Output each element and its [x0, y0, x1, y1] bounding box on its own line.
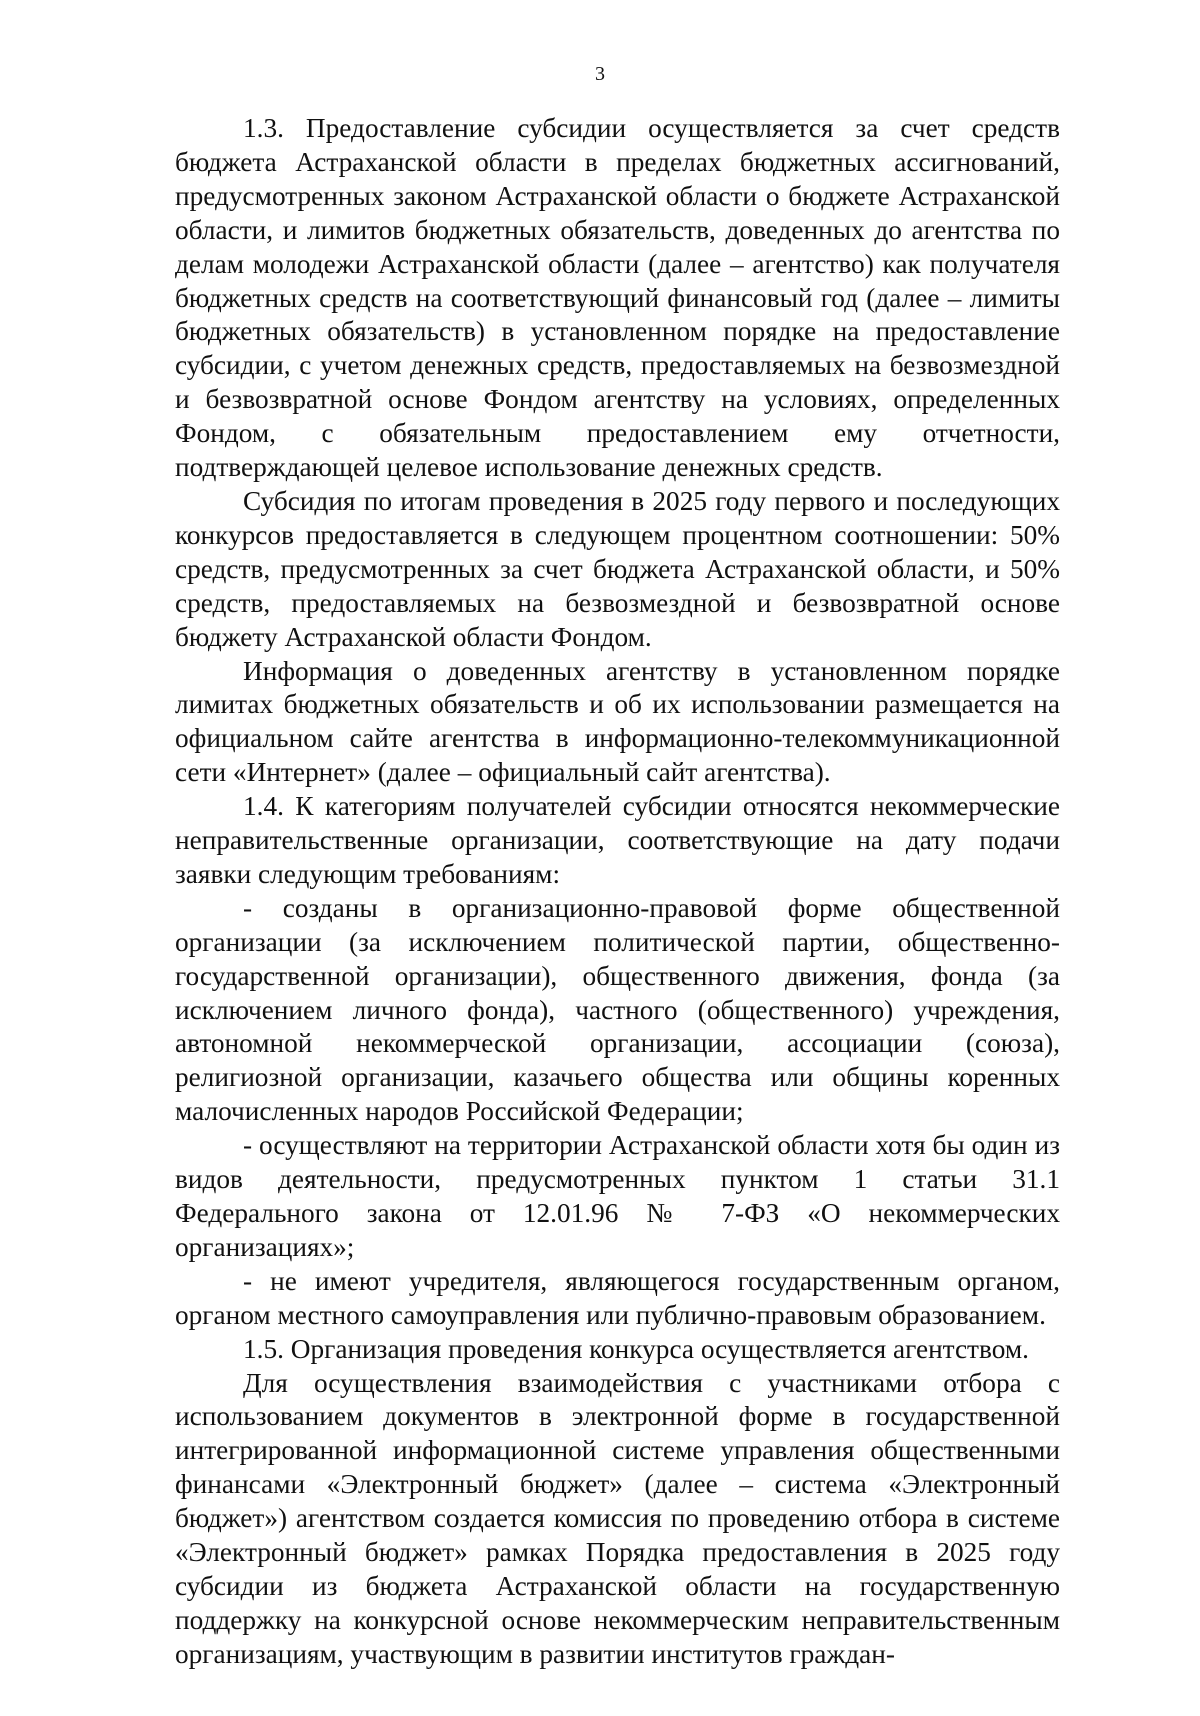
paragraph-subsidy-ratio: Субсидия по итогам проведения в 2025 году первого и последующих конкурсов предоставляется в следующем процентном соотношении: 50% средств, предусмотренных за счет бюджета Астраханской области, и 50% средств, предоставляемых на безвозмездной и безвозвратной основе бюджету Астраханской области Фондом. [175, 485, 1060, 652]
paragraph-limits-info: Информация о доведенных агентству в установленном порядке лимитах бюджетных обязательств и об их использовании размещается на официальном сайте агентства в информационно-телекоммуникационной сети «Интернет» (далее – официальный сайт агентства). [175, 655, 1060, 788]
document-body [175, 112, 1060, 1672]
paragraph-1-5: 1.5. Организация проведения конкурса осуществляется агентством. [243, 1333, 1029, 1364]
paragraph-electronic-budget: Для осуществления взаимодействия с участниками отбора с использованием документов в электронной форме в государственной интегрированной информационной системе управления общественными финансами «Электронный бюджет» (далее – система «Электронный бюджет») агентством создается комиссия по проведению отбора в системе «Электронный бюджет» рамках Порядка предоставления в 2025 году субсидии из бюджета Астраханской области на государственную поддержку на конкурсной основе некоммерческим неправительственным организациям, участвующим в развитии институтов граждан- [175, 1367, 1060, 1669]
paragraph-1-4: 1.4. К категориям получателей субсидии относятся некоммерческие неправительственные организации, соответствующие на дату подачи заявки следующим требованиям: [175, 791, 1060, 889]
requirement-item-founder: - не имеют учредителя, являющегося государственным органом, органом местного самоуправления или публично-правовым образованием. [175, 1265, 1060, 1330]
requirement-item-activity: - осуществляют на территории Астраханской области хотя бы один из видов деятельности, предусмотренных пунктом 1 статьи 31.1 Федерального закона от 12.01.96 № 7-ФЗ «О некоммерческих организациях»; [175, 1130, 1060, 1262]
page-number: 3 [595, 63, 605, 85]
requirement-item-legal-form: - созданы в организационно-правовой форме общественной организации (за исключением политической партии, общественно-государственной организации), общественного движения, фонда (за исключением личного фонда), частного (общественного) учреждения, автономной некоммерческой организации, ассоциации (союза), религиозной организации, казачьего общества или общины коренных малочисленных народов Российской Федерации; [175, 892, 1060, 1127]
paragraph-1-3: 1.3. Предоставление субсидии осуществляется за счет средств бюджета Астраханской области в пределах бюджетных ассигнований, предусмотренных законом Астраханской области о бюджете Астраханской области, и лимитов бюджетных обязательств, доведенных до агентства по делам молодежи Астраханской области (далее – агентство) как получателя бюджетных средств на соответствующий финансовый год (далее – лимиты бюджетных обязательств) в установленном порядке на предоставление субсидии, с учетом денежных средств, предоставляемых на безвозмездной и безвозвратной основе Фондом агентству на условиях, определенных Фондом, с обязательным предоставлением ему отчетности, подтверждающей целевое использование денежных средств. [175, 113, 1060, 483]
